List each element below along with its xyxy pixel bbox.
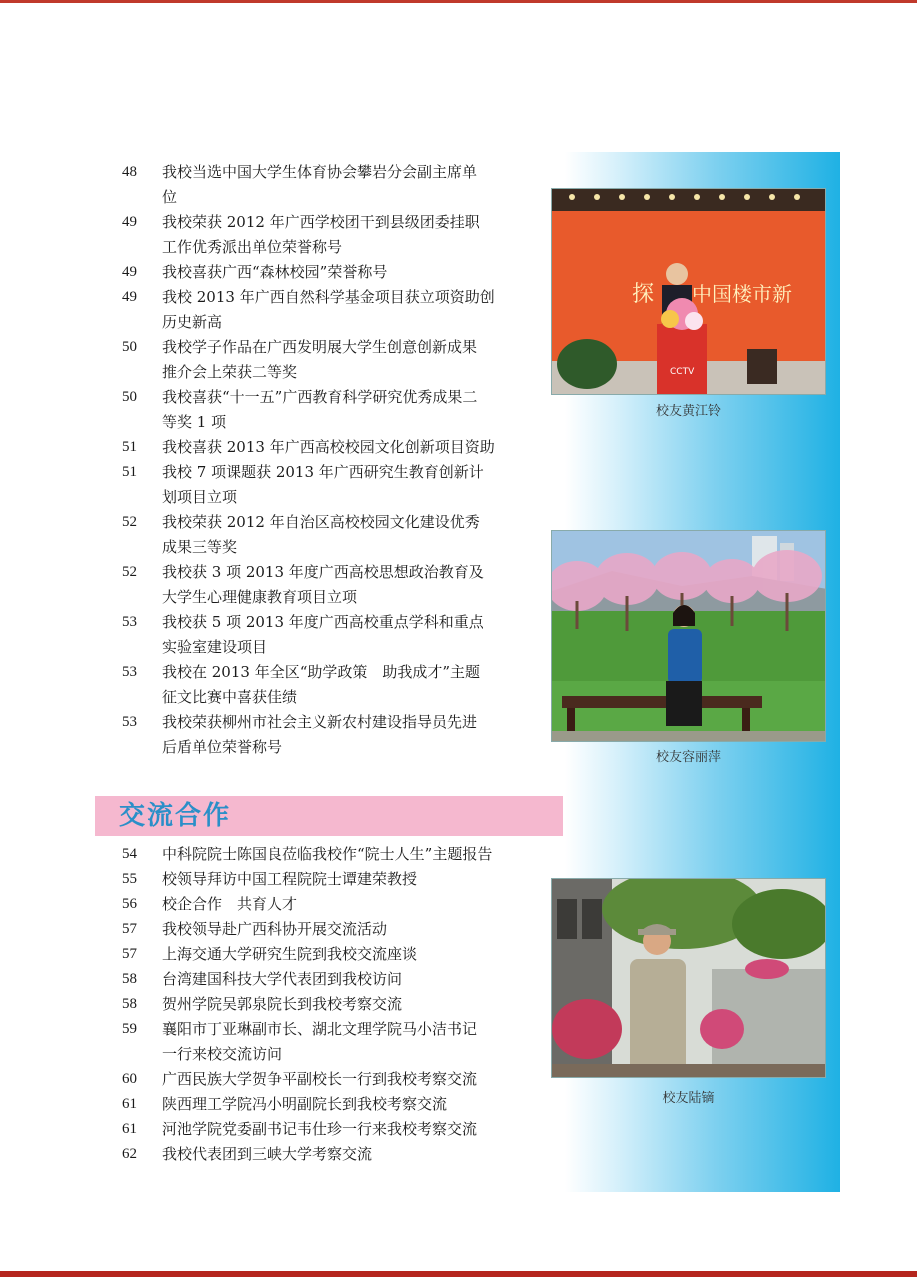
- list-item: [118, 992, 538, 1017]
- item-title: [162, 942, 538, 967]
- section-title: 交流合作: [119, 801, 232, 831]
- news-list: [118, 160, 538, 760]
- list-item: [118, 710, 538, 760]
- item-title-line: 我校当选中国大学生体育协会攀岩分会副主席单: [162, 163, 478, 181]
- item-title-line: 大学生心理健康教育项目立项: [162, 588, 358, 606]
- item-title: [162, 260, 538, 285]
- item-title-line: 我校获 3 项 2013 年度广西高校思想政治教育及: [162, 563, 484, 581]
- page-number: 51: [122, 464, 137, 480]
- alumni-photo-1: [551, 188, 826, 395]
- item-title: [162, 285, 538, 335]
- item-title-line: 我校 7 项课题获 2013 年广西研究生教育创新计: [162, 463, 484, 481]
- list-item: [118, 867, 538, 892]
- item-title: [162, 917, 538, 942]
- page-number: 51: [122, 439, 137, 455]
- page-number: 49: [122, 289, 137, 305]
- list-item: [118, 560, 538, 610]
- item-title-line: 征文比赛中喜获佳绩: [162, 688, 298, 706]
- page-number: 58: [122, 971, 137, 987]
- page-number: 57: [122, 946, 137, 962]
- alumni-photo-3: [551, 878, 826, 1078]
- item-title-line: 我校获 5 项 2013 年度广西高校重点学科和重点: [162, 613, 484, 631]
- list-item: [118, 1117, 538, 1142]
- item-title-line: 我校代表团到三峡大学考察交流: [162, 1145, 373, 1163]
- page-number: 57: [122, 921, 137, 937]
- page-number: 61: [122, 1096, 137, 1112]
- list-item: [118, 1092, 538, 1117]
- list-item: [118, 160, 538, 210]
- page-number: 60: [122, 1071, 137, 1087]
- item-title: [162, 610, 538, 660]
- photo-caption-2: 校友容丽萍: [655, 750, 721, 765]
- item-title: [162, 1092, 538, 1117]
- exchange-list: [118, 842, 538, 1167]
- photo-caption-1: 校友黄江铃: [655, 404, 721, 419]
- list-item: [118, 842, 538, 867]
- item-title: [162, 335, 538, 385]
- list-item: [118, 385, 538, 435]
- item-title-line: 推介会上荣获二等奖: [162, 363, 298, 381]
- item-title-line: 河池学院党委副书记韦仕珍一行来我校考察交流: [162, 1120, 478, 1138]
- item-title-line: 校领导拜访中国工程院院士谭建荣教授: [162, 870, 418, 888]
- page-number: 54: [122, 846, 137, 862]
- item-title: [162, 892, 538, 917]
- item-title: [162, 210, 538, 260]
- page-number: 52: [122, 564, 137, 580]
- section-header-bar: [95, 796, 563, 836]
- item-title-line: 历史新高: [162, 313, 223, 331]
- item-title: [162, 560, 538, 610]
- item-title-line: 等奖 1 项: [162, 413, 227, 431]
- item-title: [162, 967, 538, 992]
- list-item: [118, 285, 538, 335]
- item-title-line: 我校荣获柳州市社会主义新农村建设指导员先进: [162, 713, 478, 731]
- item-title: [162, 1067, 538, 1092]
- item-title: [162, 385, 538, 435]
- page-number: 53: [122, 664, 137, 680]
- page-number: 59: [122, 1021, 137, 1037]
- list-item: [118, 660, 538, 710]
- page-number: 55: [122, 871, 137, 887]
- item-title: [162, 992, 538, 1017]
- item-title-line: 我校喜获 2013 年广西高校校园文化创新项目资助: [162, 438, 495, 456]
- item-title-line: 台湾建国科技大学代表团到我校访问: [162, 970, 403, 988]
- page-number: 52: [122, 514, 137, 530]
- item-title-line: 中科院院士陈国良莅临我校作“院士人生”主题报告: [162, 845, 493, 863]
- item-title-line: 我校领导赴广西科协开展交流活动: [162, 920, 388, 938]
- item-title-line: 划项目立项: [162, 488, 238, 506]
- item-title: [162, 842, 538, 867]
- list-item: [118, 1067, 538, 1092]
- list-item: [118, 460, 538, 510]
- list-item: [118, 435, 538, 460]
- alumni-photo-2: [551, 530, 826, 742]
- top-rule: [0, 0, 917, 3]
- item-title: [162, 867, 538, 892]
- page-number: 50: [122, 339, 137, 355]
- photo-caption-3: 校友陆镝: [662, 1091, 715, 1106]
- item-title-line: 陕西理工学院冯小明副院长到我校考察交流: [162, 1095, 448, 1113]
- list-item: [118, 917, 538, 942]
- item-title-line: 后盾单位荣誉称号: [162, 738, 283, 756]
- item-title-line: 我校学子作品在广西发明展大学生创意创新成果: [162, 338, 478, 356]
- item-title-line: 我校喜获广西“森林校园”荣誉称号: [162, 263, 388, 281]
- list-item: [118, 942, 538, 967]
- item-title-line: 实验室建设项目: [162, 638, 268, 656]
- item-title-line: 我校荣获 2012 年自治区高校校园文化建设优秀: [162, 513, 480, 531]
- page-number: 49: [122, 264, 137, 280]
- item-title-line: 贺州学院吴郭泉院长到我校考察交流: [162, 995, 403, 1013]
- item-title: [162, 1117, 538, 1142]
- page-number: 53: [122, 614, 137, 630]
- item-title-line: 襄阳市丁亚琳副市长、湖北文理学院马小洁书记: [162, 1020, 478, 1038]
- backdrop-text-2: 中国楼市新: [692, 282, 792, 306]
- list-item: [118, 210, 538, 260]
- podium-logo: CCTV: [670, 367, 695, 377]
- item-title-line: 位: [162, 188, 178, 206]
- list-item: [118, 1142, 538, 1167]
- list-item: [118, 510, 538, 560]
- item-title-line: 校企合作 共育人才: [162, 895, 298, 913]
- item-title: [162, 660, 538, 710]
- item-title: [162, 435, 538, 460]
- bottom-rule: [0, 1271, 917, 1277]
- item-title: [162, 510, 538, 560]
- item-title-line: 我校喜获“十一五”广西教育科学研究优秀成果二: [162, 388, 478, 406]
- page-number: 61: [122, 1121, 137, 1137]
- item-title-line: 成果三等奖: [162, 538, 238, 556]
- item-title-line: 工作优秀派出单位荣誉称号: [162, 238, 343, 256]
- item-title: [162, 1017, 538, 1067]
- list-item: [118, 967, 538, 992]
- item-title-line: 上海交通大学研究生院到我校交流座谈: [162, 945, 418, 963]
- list-item: [118, 260, 538, 285]
- item-title-line: 我校荣获 2012 年广西学校团干到县级团委挂职: [162, 213, 480, 231]
- list-item: [118, 610, 538, 660]
- page-number: 58: [122, 996, 137, 1012]
- list-item: [118, 335, 538, 385]
- item-title-line: 我校 2013 年广西自然科学基金项目获立项资助创: [162, 288, 495, 306]
- page-number: 49: [122, 214, 137, 230]
- item-title: [162, 1142, 538, 1167]
- page-number: 48: [122, 164, 137, 180]
- item-title-line: 一行来校交流访问: [162, 1045, 283, 1063]
- list-item: [118, 892, 538, 917]
- item-title: [162, 160, 538, 210]
- item-title: [162, 710, 538, 760]
- backdrop-text: 探: [632, 282, 655, 307]
- list-item: [118, 1017, 538, 1067]
- page-number: 56: [122, 896, 137, 912]
- item-title-line: 我校在 2013 年全区“助学政策 助我成才”主题: [162, 663, 481, 681]
- page-number: 50: [122, 389, 137, 405]
- item-title-line: 广西民族大学贺争平副校长一行到我校考察交流: [162, 1070, 478, 1088]
- page-number: 53: [122, 714, 137, 730]
- page-number: 62: [122, 1146, 137, 1162]
- item-title: [162, 460, 538, 510]
